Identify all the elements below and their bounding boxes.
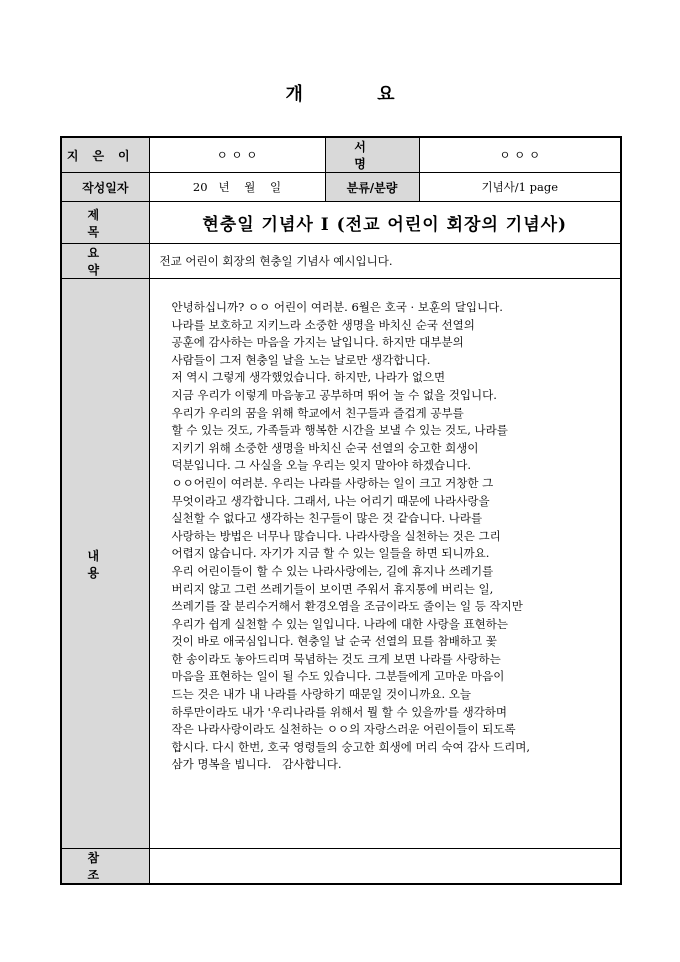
content-line: 어렵지 않습니다. 자기가 지금 할 수 있는 일들을 하면 되니까요.	[171, 546, 490, 561]
content-line: 무엇이라고 생각합니다. 그래서, 나는 어리기 때문에 나라사랑을	[171, 493, 490, 508]
summary-label: 요 약	[61, 244, 149, 279]
content-line: 마음을 표현하는 일이 될 수도 있습니다. 그분들에게 고마운 마음이	[171, 669, 505, 684]
content-line: 사랑하는 방법은 너무나 많습니다. 나라사랑을 실천하는 것은 그리	[171, 528, 501, 543]
content-line: ㅇㅇ어린이 여러분. 우리는 나라를 사랑하는 일이 크고 거창한 그	[171, 475, 494, 490]
content-line: 사람들이 그저 현충일 날을 노는 날로만 생각합니다.	[171, 352, 431, 367]
content-line: 공훈에 감사하는 마음을 가지는 날입니다. 하지만 대부분의	[171, 335, 464, 350]
content-line: 지키기 위해 소중한 생명을 바치신 순국 선열의 숭고한 희생이	[171, 440, 479, 455]
summary-value: 전교 어린이 회장의 현충일 기념사 예시입니다.	[149, 244, 621, 279]
page-title: 개 요	[285, 84, 429, 105]
content-line: 쓰레기를 잘 분리수거해서 환경오염을 조금이라도 줄이는 일 등 작지만	[171, 599, 523, 614]
content-line: 삼가 명복을 빕니다. 감사합니다.	[171, 757, 342, 772]
category-label: 분류/분량	[325, 173, 419, 202]
content-line: 나라를 보호하고 지키느라 소중한 생명을 바치신 순국 선열의	[171, 317, 475, 332]
content-line: 것이 바로 애국심입니다. 현충일 날 순국 선열의 묘를 참배하고 꽃	[171, 634, 497, 649]
content-line: 실천할 수 없다고 생각하는 친구들이 많은 것 같습니다. 나라를	[171, 511, 483, 526]
subject-label: 제 목	[61, 202, 149, 244]
date-label: 작성일자	[61, 173, 149, 202]
category-value: 기념사/1 page	[419, 173, 621, 202]
content-line: 저 역시 그렇게 생각했었습니다. 하지만, 나라가 없으면	[171, 370, 446, 385]
author-value: ㅇ ㅇ ㅇ	[149, 137, 325, 173]
content-line: 덕분입니다. 그 사실을 오늘 우리는 잊지 말아야 하겠습니다.	[171, 458, 472, 473]
content-line: 하루만이라도 내가 '우리나라를 위해서 뭘 할 수 있을까'를 생각하며	[171, 704, 508, 719]
content-line: 할 수 있는 것도, 가족들과 행복한 시간을 보낼 수 있는 것도, 나라를	[171, 423, 508, 438]
content-line: 합시다. 다시 한번, 호국 영령들의 숭고한 희생에 머리 숙여 감사 드리며,	[171, 739, 531, 754]
content-line: 우리가 쉽게 실천할 수 있는 일입니다. 나라에 대한 사랑을 표현하는	[171, 616, 508, 631]
content-label: 내 용	[61, 279, 149, 849]
reference-value	[149, 849, 621, 885]
content-line: 우리 어린이들이 할 수 있는 나라사랑에는, 길에 휴지나 쓰레기를	[171, 563, 494, 578]
content-line: 드는 것은 내가 내 나라를 사랑하기 때문일 것이니까요. 오늘	[171, 687, 472, 702]
content-line: 한 송이라도 놓아드리며 묵념하는 것도 크게 보면 나라를 사랑하는	[171, 651, 501, 666]
subject-value: 현충일 기념사 I (전교 어린이 회장의 기념사)	[149, 202, 621, 244]
content-body	[149, 279, 621, 849]
reference-label: 참 조	[61, 849, 149, 885]
content-line: 지금 우리가 이렇게 마음놓고 공부하며 뛰어 놀 수 없을 것입니다.	[171, 387, 497, 402]
content-line: 작은 나라사랑이라도 실천하는 ㅇㅇ의 자랑스러운 어린이들이 되도록	[171, 722, 516, 737]
content-line: 안녕하십니까? ㅇㅇ 어린이 여러분. 6월은 호국 · 보훈의 달입니다.	[171, 300, 503, 314]
signature-value: ㅇ ㅇ ㅇ	[419, 137, 621, 173]
content-line: 우리가 우리의 꿈을 위해 학교에서 친구들과 즐겁게 공부를	[171, 405, 464, 420]
content-line: 버리지 않고 그런 쓰레기들이 보이면 주워서 휴지통에 버리는 일,	[171, 581, 494, 596]
summary-form	[60, 136, 622, 885]
date-value: 20 년 월 일	[149, 173, 325, 202]
signature-label: 서 명	[325, 137, 419, 173]
author-label: 지은이	[61, 137, 149, 173]
